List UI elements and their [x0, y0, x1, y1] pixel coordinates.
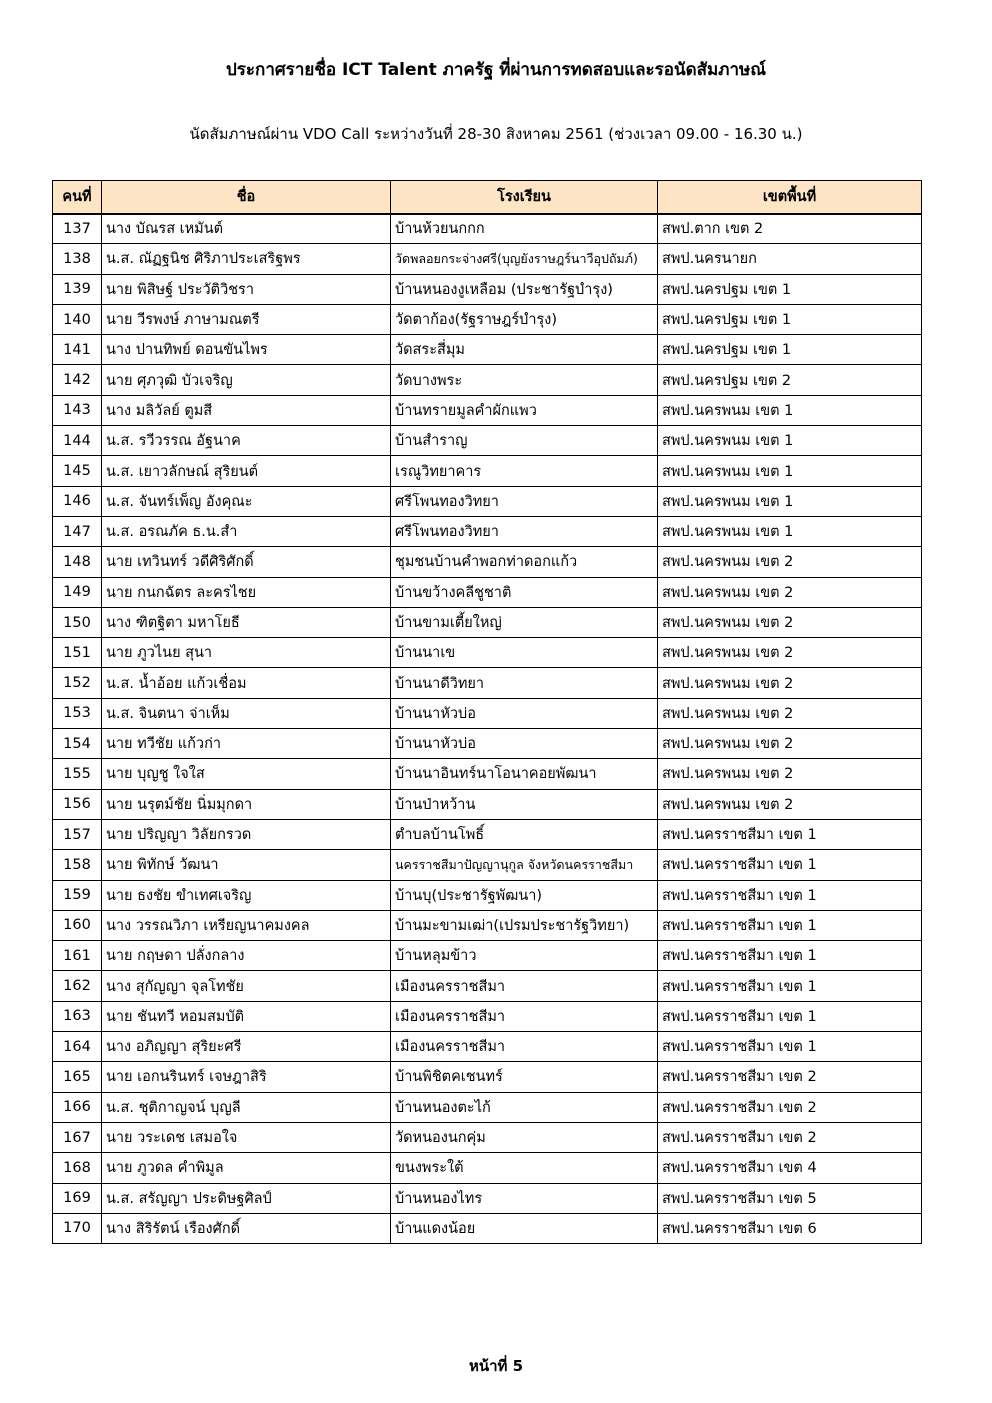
row-number: 150: [53, 607, 102, 637]
row-school: บ้านนาอินทร์นาโอนาคอยพัฒนา: [391, 759, 658, 789]
row-number: 149: [53, 577, 102, 607]
row-school: บ้านนาดีวิทยา: [391, 668, 658, 698]
row-number: 168: [53, 1153, 102, 1183]
page-subtitle: นัดสัมภาษณ์ผ่าน VDO Call ระหว่างวันที่ 28-30 สิงหาคม 2561 (ช่วงเวลา 09.00 - 16.30 น.): [189, 125, 803, 143]
row-name: น.ส. จินตนา จ่าเห็ม: [102, 698, 391, 728]
row-number: 141: [53, 335, 102, 365]
row-school: เมืองนครราชสีมา: [391, 1032, 658, 1062]
row-number: 140: [53, 304, 102, 334]
table-row: [53, 335, 922, 365]
row-area: สพป.นครพนม เขต 2: [658, 759, 922, 789]
row-school: บ้านหนองงูเหลือม (ประชารัฐบำรุง): [391, 274, 658, 304]
table-row: [53, 244, 922, 274]
row-number: 158: [53, 850, 102, 880]
row-number: 170: [53, 1213, 102, 1243]
table-body: [53, 214, 922, 1244]
row-area: สพป.นครปฐม เขต 1: [658, 274, 922, 304]
row-name: นาง อภิญญา สุริยะศรี: [102, 1032, 391, 1062]
row-school: ขนงพระใต้: [391, 1153, 658, 1183]
row-number: 148: [53, 547, 102, 577]
table-row: [53, 819, 922, 849]
row-name: นาย กฤษดา ปลั่งกลาง: [102, 941, 391, 971]
row-name: นาย เทวินทร์ วดีศิริศักดิ์: [102, 547, 391, 577]
row-number: 137: [53, 214, 102, 244]
header-area: เขตพื้นที่: [658, 181, 922, 214]
row-area: สพป.นครพนม เขต 2: [658, 668, 922, 698]
row-area: สพป.นครราชสีมา เขต 5: [658, 1183, 922, 1213]
table-row: [53, 304, 922, 334]
row-name: นาย ทวีชัย แก้วก่า: [102, 729, 391, 759]
table-row: [53, 638, 922, 668]
row-school: วัดบางพระ: [391, 365, 658, 395]
table-row: [53, 214, 922, 244]
row-name: นาย วระเดช เสมอใจ: [102, 1122, 391, 1152]
row-name: นาง มลิวัลย์ ตูมสี: [102, 395, 391, 425]
table-row: [53, 486, 922, 516]
row-name: น.ส. สรัญญา ประดิษฐศิลป์: [102, 1183, 391, 1213]
row-name: นาง ฑิตฐิตา มหาโยธี: [102, 607, 391, 637]
row-area: สพป.นครพนม เขต 1: [658, 456, 922, 486]
row-school: วัดตาก้อง(รัฐราษฎร์บำรุง): [391, 304, 658, 334]
row-area: สพป.นครปฐม เขต 2: [658, 365, 922, 395]
row-number: 156: [53, 789, 102, 819]
row-school: เมืองนครราชสีมา: [391, 971, 658, 1001]
row-number: 146: [53, 486, 102, 516]
row-school: ศรีโพนทองวิทยา: [391, 516, 658, 546]
row-name: นาย พิสิษฐ์ ประวัติวิชรา: [102, 274, 391, 304]
row-area: สพป.นครราชสีมา เขต 6: [658, 1213, 922, 1243]
row-area: สพป.นครราชสีมา เขต 1: [658, 880, 922, 910]
row-name: น.ส. อรณภัค ธ.น.สำ: [102, 516, 391, 546]
row-area: สพป.นครราชสีมา เขต 2: [658, 1122, 922, 1152]
row-name: นาย ภูวดล คำพิมูล: [102, 1153, 391, 1183]
row-number: 139: [53, 274, 102, 304]
row-area: สพป.นครพนม เขต 2: [658, 577, 922, 607]
table-row: [53, 1032, 922, 1062]
row-name: นาง วรรณวิภา เหรียญนาคมงคล: [102, 910, 391, 940]
row-school: บ้านพิชิตคเชนทร์: [391, 1062, 658, 1092]
row-area: สพป.นครพนม เขต 2: [658, 607, 922, 637]
row-area: สพป.นครพนม เขต 2: [658, 729, 922, 759]
row-school: วัดหนองนกคุ่ม: [391, 1122, 658, 1152]
page-title: ประกาศรายชื่อ ICT Talent ภาครัฐ ที่ผ่านการทดสอบและรอนัดสัมภาษณ์: [226, 60, 766, 80]
row-area: สพป.นครราชสีมา เขต 1: [658, 1032, 922, 1062]
row-area: สพป.นครราชสีมา เขต 2: [658, 1062, 922, 1092]
table-row: [53, 910, 922, 940]
table-row: [53, 668, 922, 698]
table-row: [53, 759, 922, 789]
table-row: [53, 880, 922, 910]
row-name: น.ส. ชุติกาญจน์ บุญลี: [102, 1092, 391, 1122]
row-area: สพป.นครพนม เขต 1: [658, 486, 922, 516]
candidate-table: [52, 180, 922, 1244]
row-number: 144: [53, 426, 102, 456]
row-number: 147: [53, 516, 102, 546]
row-number: 161: [53, 941, 102, 971]
table-row: [53, 274, 922, 304]
row-school: เรณูวิทยาคาร: [391, 456, 658, 486]
row-name: น.ส. จันทร์เพ็ญ อังคุณะ: [102, 486, 391, 516]
table-row: [53, 698, 922, 728]
row-area: สพป.นครราชสีมา เขต 1: [658, 850, 922, 880]
row-school: ชุมชนบ้านคำพอกท่าดอกแก้ว: [391, 547, 658, 577]
table-row: [53, 577, 922, 607]
table-row: [53, 1062, 922, 1092]
header-school: โรงเรียน: [391, 181, 658, 214]
row-number: 162: [53, 971, 102, 1001]
row-area: สพป.นครราชสีมา เขต 4: [658, 1153, 922, 1183]
row-number: 154: [53, 729, 102, 759]
row-school: บ้านขว้างคลีชูชาติ: [391, 577, 658, 607]
row-area: สพป.นครนายก: [658, 244, 922, 274]
row-area: สพป.ตาก เขต 2: [658, 214, 922, 244]
row-area: สพป.นครราชสีมา เขต 1: [658, 910, 922, 940]
row-school: บ้านขามเตี้ยใหญ่: [391, 607, 658, 637]
row-area: สพป.นครพนม เขต 2: [658, 638, 922, 668]
row-name: น.ส. ณัฏฐนิช ศิริภาประเสริฐพร: [102, 244, 391, 274]
row-name: นาย ศุภวุฒิ บัวเจริญ: [102, 365, 391, 395]
row-school: บ้านนาเข: [391, 638, 658, 668]
row-name: นาง สิริรัตน์ เรืองศักดิ์: [102, 1213, 391, 1243]
table-row: [53, 456, 922, 486]
table-row: [53, 1122, 922, 1152]
row-name: นาย ธงชัย ขำเทศเจริญ: [102, 880, 391, 910]
table-row: [53, 789, 922, 819]
row-number: 167: [53, 1122, 102, 1152]
row-area: สพป.นครพนม เขต 1: [658, 395, 922, 425]
table-row: [53, 1213, 922, 1243]
row-school: วัดพลอยกระจ่างศรี(บุญยังราษฎร์นาวีอุปถัมภ์): [391, 244, 658, 274]
table-row: [53, 850, 922, 880]
row-school: บ้านหนองตะไก้: [391, 1092, 658, 1122]
row-number: 143: [53, 395, 102, 425]
row-number: 153: [53, 698, 102, 728]
row-name: นาง สุกัญญา จุลโทชัย: [102, 971, 391, 1001]
table-row: [53, 729, 922, 759]
table-header-row: [53, 181, 922, 214]
row-name: นาย บุญชู ใจใส: [102, 759, 391, 789]
table-row: [53, 1153, 922, 1183]
row-school: บ้านหลุมข้าว: [391, 941, 658, 971]
page-number: หน้าที่ 5: [468, 1357, 524, 1375]
row-school: นครราชสีมาปัญญานุกูล จังหวัดนครราชสีมา: [391, 850, 658, 880]
row-number: 159: [53, 880, 102, 910]
row-name: นาย ชันทวี หอมสมบัติ: [102, 1001, 391, 1031]
row-school: บ้านมะขามเฒ่า(เปรมประชารัฐวิทยา): [391, 910, 658, 940]
header-name: ชื่อ: [102, 181, 391, 214]
row-school: ตำบลบ้านโพธิ์: [391, 819, 658, 849]
table-row: [53, 547, 922, 577]
row-number: 169: [53, 1183, 102, 1213]
row-number: 165: [53, 1062, 102, 1092]
row-number: 160: [53, 910, 102, 940]
row-school: เมืองนครราชสีมา: [391, 1001, 658, 1031]
row-area: สพป.นครพนม เขต 1: [658, 426, 922, 456]
table-row: [53, 1001, 922, 1031]
table-row: [53, 365, 922, 395]
row-area: สพป.นครพนม เขต 2: [658, 789, 922, 819]
row-number: 163: [53, 1001, 102, 1031]
row-name: น.ส. เยาวลักษณ์ สุริยนต์: [102, 456, 391, 486]
row-area: สพป.นครราชสีมา เขต 1: [658, 971, 922, 1001]
table-row: [53, 971, 922, 1001]
table-row: [53, 516, 922, 546]
table-row: [53, 941, 922, 971]
row-number: 152: [53, 668, 102, 698]
row-area: สพป.นครราชสีมา เขต 1: [658, 1001, 922, 1031]
row-area: สพป.นครพนม เขต 2: [658, 547, 922, 577]
row-school: บ้านนาหัวบ่อ: [391, 729, 658, 759]
row-area: สพป.นครราชสีมา เขต 1: [658, 819, 922, 849]
header-no: คนที่: [53, 181, 102, 214]
row-area: สพป.นครพนม เขต 2: [658, 698, 922, 728]
row-name: นาย พิทักษ์ วัฒนา: [102, 850, 391, 880]
row-area: สพป.นครปฐม เขต 1: [658, 304, 922, 334]
table-row: [53, 426, 922, 456]
row-school: วัดสระสี่มุม: [391, 335, 658, 365]
row-school: บ้านห้วยนกกก: [391, 214, 658, 244]
row-area: สพป.นครปฐม เขต 1: [658, 335, 922, 365]
row-name: น.ส. รวีวรรณ อัฐนาค: [102, 426, 391, 456]
table-row: [53, 607, 922, 637]
row-name: นาย วีรพงษ์ ภาษามณตรี: [102, 304, 391, 334]
row-school: บ้านหนองไทร: [391, 1183, 658, 1213]
row-number: 138: [53, 244, 102, 274]
row-number: 157: [53, 819, 102, 849]
row-name: น.ส. น้ำอ้อย แก้วเชื่อม: [102, 668, 391, 698]
row-name: นาย ภูวไนย สุนา: [102, 638, 391, 668]
row-school: ศรีโพนทองวิทยา: [391, 486, 658, 516]
row-school: บ้านทรายมูลคำผักแพว: [391, 395, 658, 425]
row-name: นาง ปานทิพย์ ดอนขันไพร: [102, 335, 391, 365]
row-number: 145: [53, 456, 102, 486]
row-school: บ้านป่าหว้าน: [391, 789, 658, 819]
row-name: นาย กนกฉัตร ละครไชย: [102, 577, 391, 607]
row-number: 151: [53, 638, 102, 668]
row-name: นาย นรุตม์ชัย นิ่มมุกดา: [102, 789, 391, 819]
row-area: สพป.นครราชสีมา เขต 1: [658, 941, 922, 971]
row-school: บ้านแดงน้อย: [391, 1213, 658, 1243]
row-number: 164: [53, 1032, 102, 1062]
row-school: บ้านบุ(ประชารัฐพัฒนา): [391, 880, 658, 910]
row-number: 166: [53, 1092, 102, 1122]
table-row: [53, 395, 922, 425]
row-name: นาง บัณรส เหมันต์: [102, 214, 391, 244]
table-row: [53, 1183, 922, 1213]
row-area: สพป.นครพนม เขต 1: [658, 516, 922, 546]
row-school: บ้านนาหัวบ่อ: [391, 698, 658, 728]
row-school: บ้านสำราญ: [391, 426, 658, 456]
row-name: นาย เอกนรินทร์ เจษฎาสิริ: [102, 1062, 391, 1092]
row-area: สพป.นครราชสีมา เขต 2: [658, 1092, 922, 1122]
row-name: นาย ปริญญา วิลัยกรวด: [102, 819, 391, 849]
row-number: 142: [53, 365, 102, 395]
table-row: [53, 1092, 922, 1122]
row-number: 155: [53, 759, 102, 789]
